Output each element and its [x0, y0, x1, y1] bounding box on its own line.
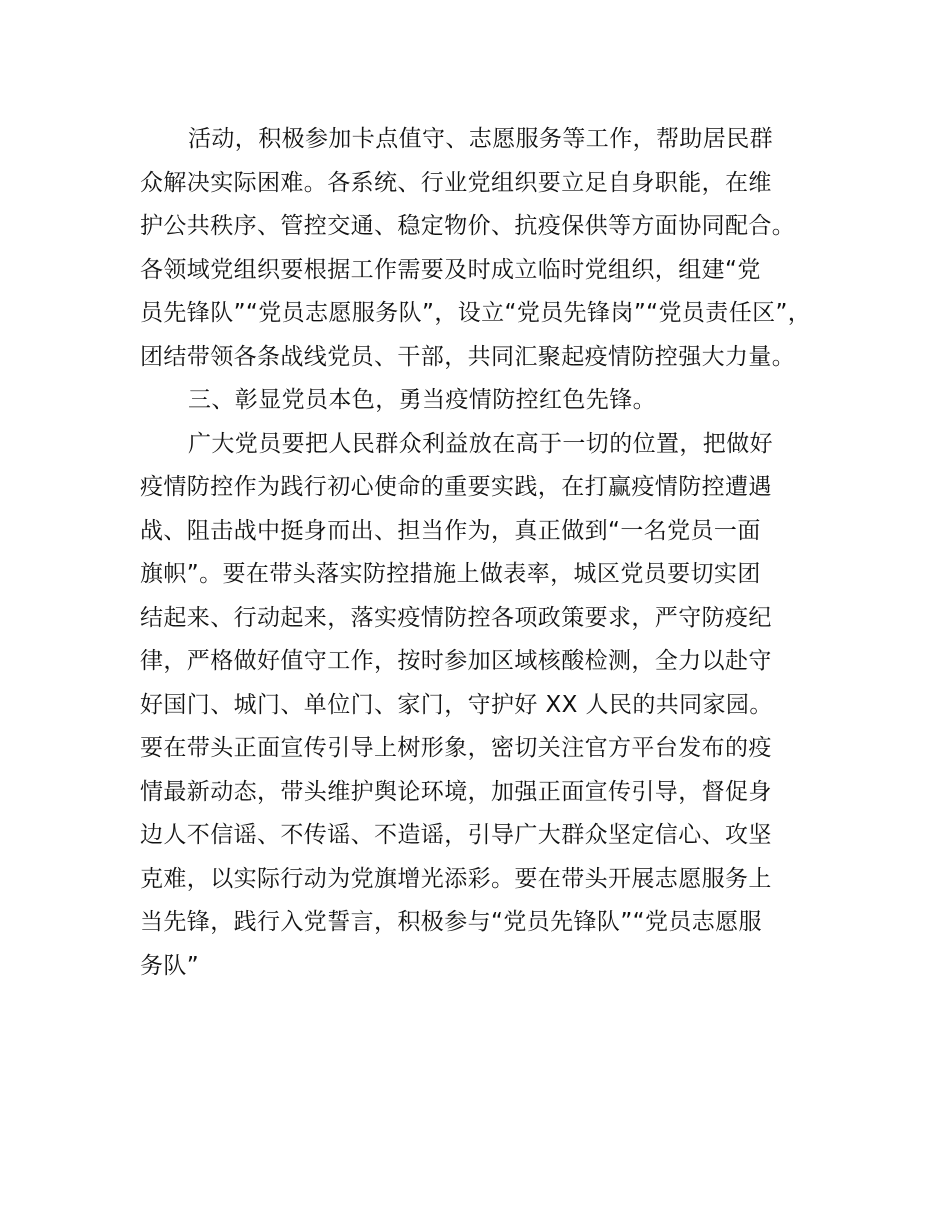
text-line: 结起来、行动起来，落实疫情防控各项政策要求，严守防疫纪: [140, 604, 772, 631]
text-line: 边人不信谣、不传谣、不造谣，引导广大群众坚定信心、攻坚: [140, 822, 772, 848]
text-line: 克难，以实际行动为党旗增光添彩。要在带头开展志愿服务上: [140, 865, 772, 892]
text-line: 广大党员要把人民群众利益放在高于一切的位置，把做好: [188, 430, 773, 457]
paragraph-party-members: [140, 423, 830, 989]
text-line: 团结带领各条战线党员、干部，共同汇聚起疫情防控强大力量。: [140, 343, 796, 370]
text-line: 务队”: [140, 952, 200, 979]
text-line: 活动，积极参加卡点值守、志愿服务等工作，帮助居民群: [188, 126, 773, 152]
text-line: 旗帜”。要在带头落实防控措施上做表率，城区党员要切实团: [140, 561, 761, 587]
paragraph-activities: [140, 118, 830, 379]
text-line: 好国门、城门、单位门、家门，守护好 XX 人民的共同家园。: [140, 691, 773, 718]
text-line: 员先锋队”“党员志愿服务队”，设立“党员先锋岗”“党员责任区”，: [140, 300, 812, 326]
text-line: 各领域党组织要根据工作需要及时成立临时党组织，组建“党: [140, 256, 761, 283]
text-line: 众解决实际困难。各系统、行业党组织要立足自身职能，在维: [140, 169, 772, 196]
text-line: 战、阻击战中挺身而出、担当作为，真正做到“一名党员一面: [140, 517, 761, 544]
heading-line: 三、彰显党员本色，勇当疫情防控红色先锋。: [188, 387, 656, 413]
text-line: 情最新动态，带头维护舆论环境，加强正面宣传引导，督促身: [140, 778, 772, 805]
text-line: 律，严格做好值守工作，按时参加区域核酸检测，全力以赴守: [140, 648, 772, 674]
text-line: 当先锋，践行入党誓言，积极参与“党员先锋队”“党员志愿服: [140, 909, 762, 935]
document-body: [140, 118, 830, 988]
section-heading: [140, 379, 830, 423]
text-line: 护公共秩序、管控交通、稳定物价、抗疫保供等方面协同配合。: [140, 213, 796, 239]
text-line: 疫情防控作为践行初心使命的重要实践，在打赢疫情防控遭遇: [140, 474, 772, 500]
text-line: 要在带头正面宣传引导上树形象，密切关注官方平台发布的疫: [140, 735, 772, 761]
